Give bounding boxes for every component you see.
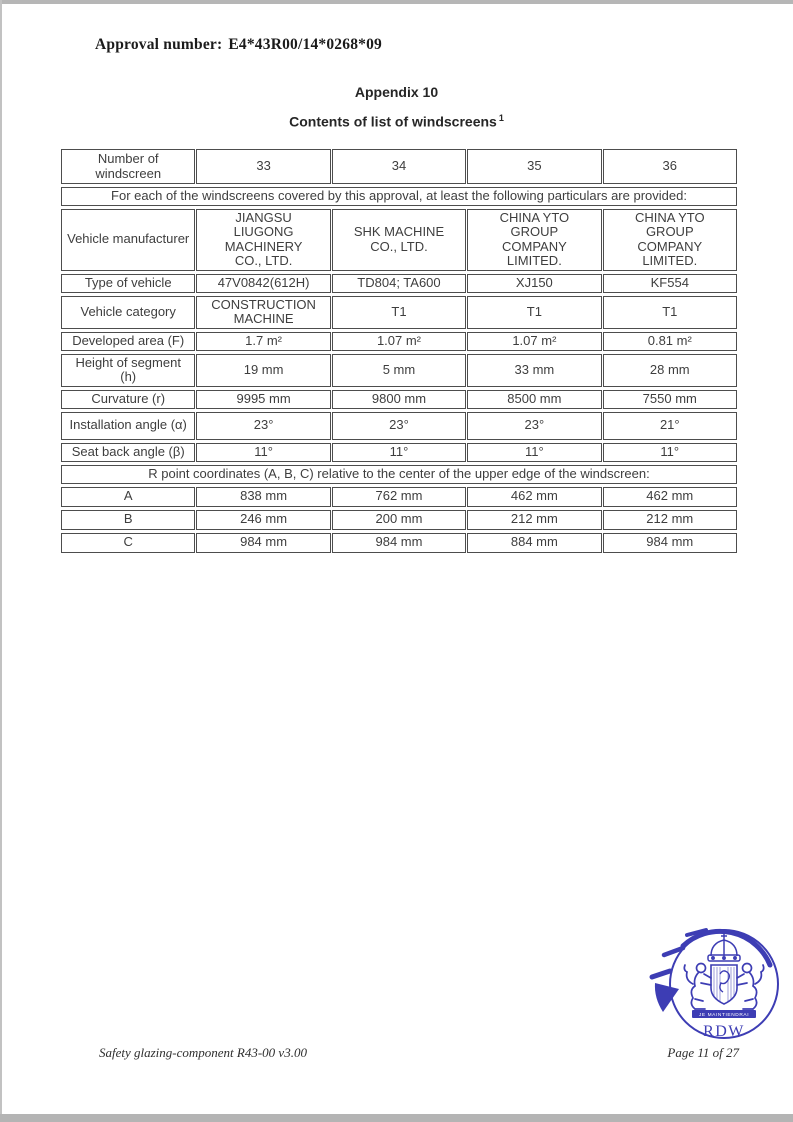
- table-cell: 1.07 m²: [332, 332, 466, 351]
- table-row-coordinate-c: [61, 533, 737, 553]
- shield-icon: [711, 965, 737, 1004]
- table-row-intro: [61, 187, 737, 206]
- table-cell: CHINA YTO GROUP COMPANY LIMITED.: [603, 209, 737, 271]
- table-row-developed-area: [61, 332, 737, 351]
- table-cell: CONSTRUCTION MACHINE: [196, 296, 330, 329]
- approval-label: Approval number:: [95, 36, 223, 53]
- document-subtitle: [0, 113, 793, 130]
- row-label: Vehicle manufacturer: [61, 209, 195, 271]
- table-cell: XJ150: [467, 274, 601, 293]
- rdw-label: RDW: [703, 1023, 745, 1040]
- table-row-coordinate-b: [61, 510, 737, 530]
- row-label: Developed area (F): [61, 332, 195, 351]
- row-label: Number of windscreen: [61, 149, 195, 184]
- table-cell: 7550 mm: [603, 390, 737, 409]
- table-cell: 984 mm: [603, 533, 737, 553]
- table-row-curvature: [61, 390, 737, 409]
- footer-document-version: Safety glazing-component R43-00 v3.00: [99, 1045, 307, 1060]
- row-label: B: [61, 510, 195, 530]
- table-row-type-of-vehicle: [61, 274, 737, 293]
- table-cell: 9995 mm: [196, 390, 330, 409]
- table-row-r-point-heading: [61, 465, 737, 484]
- table-cell: T1: [332, 296, 466, 329]
- table-row-height-of-segment: [61, 354, 737, 387]
- intro-text-cell: For each of the windscreens covered by this approval, at least the following particulars are provided:: [61, 187, 737, 206]
- table-cell: SHK MACHINE CO., LTD.: [332, 209, 466, 271]
- windscreen-number-cell: 36: [603, 149, 737, 184]
- crown-icon: [708, 933, 740, 961]
- table-cell: 984 mm: [196, 533, 330, 553]
- table-cell: 462 mm: [603, 487, 737, 507]
- table-cell: 246 mm: [196, 510, 330, 530]
- table-cell: 8500 mm: [467, 390, 601, 409]
- page-edge-left: [0, 0, 2, 1122]
- table-cell: 11°: [467, 443, 601, 462]
- table-row-installation-angle: [61, 412, 737, 440]
- subtitle-footnote-marker: 1: [498, 113, 504, 123]
- page-edge-top: [0, 0, 793, 4]
- windscreen-number-cell: 33: [196, 149, 330, 184]
- table-cell: 200 mm: [332, 510, 466, 530]
- table-cell: 884 mm: [467, 533, 601, 553]
- windscreen-number-cell: 34: [332, 149, 466, 184]
- lion-left-icon: [684, 964, 711, 1010]
- table-cell: 9800 mm: [332, 390, 466, 409]
- windscreen-table-container: [60, 146, 738, 556]
- appendix-title: Appendix 10: [354, 84, 439, 100]
- row-label: Vehicle category: [61, 296, 195, 329]
- table-cell: 23°: [467, 412, 601, 440]
- motto-text: JE MAINTIENDRAI: [698, 1013, 750, 1018]
- lion-right-icon: [737, 964, 764, 1010]
- table-cell: 28 mm: [603, 354, 737, 387]
- row-label: C: [61, 533, 195, 553]
- table-cell: 762 mm: [332, 487, 466, 507]
- approval-number-line: [95, 36, 382, 54]
- windscreen-number-cell: 35: [467, 149, 601, 184]
- table-cell: 838 mm: [196, 487, 330, 507]
- table-cell: 1.7 m²: [196, 332, 330, 351]
- table-cell: 11°: [196, 443, 330, 462]
- table-row-vehicle-manufacturer: [61, 209, 737, 271]
- footer-page-number: Page 11 of 27: [667, 1045, 739, 1060]
- page-edge-bottom: [0, 1114, 793, 1122]
- r-point-text-cell: R point coordinates (A, B, C) relative to the center of the upper edge of the windscreen:: [61, 465, 737, 484]
- table-cell: 21°: [603, 412, 737, 440]
- table-cell: 0.81 m²: [603, 332, 737, 351]
- table-cell: TD804; TA600: [332, 274, 466, 293]
- table-cell: 19 mm: [196, 354, 330, 387]
- row-label: Seat back angle (β): [61, 443, 195, 462]
- table-cell: JIANGSU LIUGONG MACHINERY CO., LTD.: [196, 209, 330, 271]
- table-cell: 462 mm: [467, 487, 601, 507]
- table-row-seat-back-angle: [61, 443, 737, 462]
- table-row-number-of-windscreen: [61, 149, 737, 184]
- table-cell: 47V0842(612H): [196, 274, 330, 293]
- table-cell: T1: [603, 296, 737, 329]
- row-label: Height of segment (h): [61, 354, 195, 387]
- table-cell: 212 mm: [603, 510, 737, 530]
- row-label: A: [61, 487, 195, 507]
- row-label: Curvature (r): [61, 390, 195, 409]
- table-cell: KF554: [603, 274, 737, 293]
- table-cell: 33 mm: [467, 354, 601, 387]
- table-cell: 1.07 m²: [467, 332, 601, 351]
- table-cell: 23°: [196, 412, 330, 440]
- table-cell: 5 mm: [332, 354, 466, 387]
- table-cell: 984 mm: [332, 533, 466, 553]
- approval-number: E4*43R00/14*0268*09: [228, 36, 382, 53]
- row-label: Type of vehicle: [61, 274, 195, 293]
- rdw-stamp: [645, 926, 793, 1051]
- row-label: Installation angle (α): [61, 412, 195, 440]
- table-row-vehicle-category: [61, 296, 737, 329]
- table-cell: 11°: [603, 443, 737, 462]
- table-row-coordinate-a: [61, 487, 737, 507]
- table-cell: T1: [467, 296, 601, 329]
- subtitle-text: Contents of list of windscreens: [289, 113, 497, 130]
- windscreen-table: [60, 146, 738, 556]
- table-cell: 11°: [332, 443, 466, 462]
- table-cell: CHINA YTO GROUP COMPANY LIMITED.: [467, 209, 601, 271]
- table-cell: 212 mm: [467, 510, 601, 530]
- table-cell: 23°: [332, 412, 466, 440]
